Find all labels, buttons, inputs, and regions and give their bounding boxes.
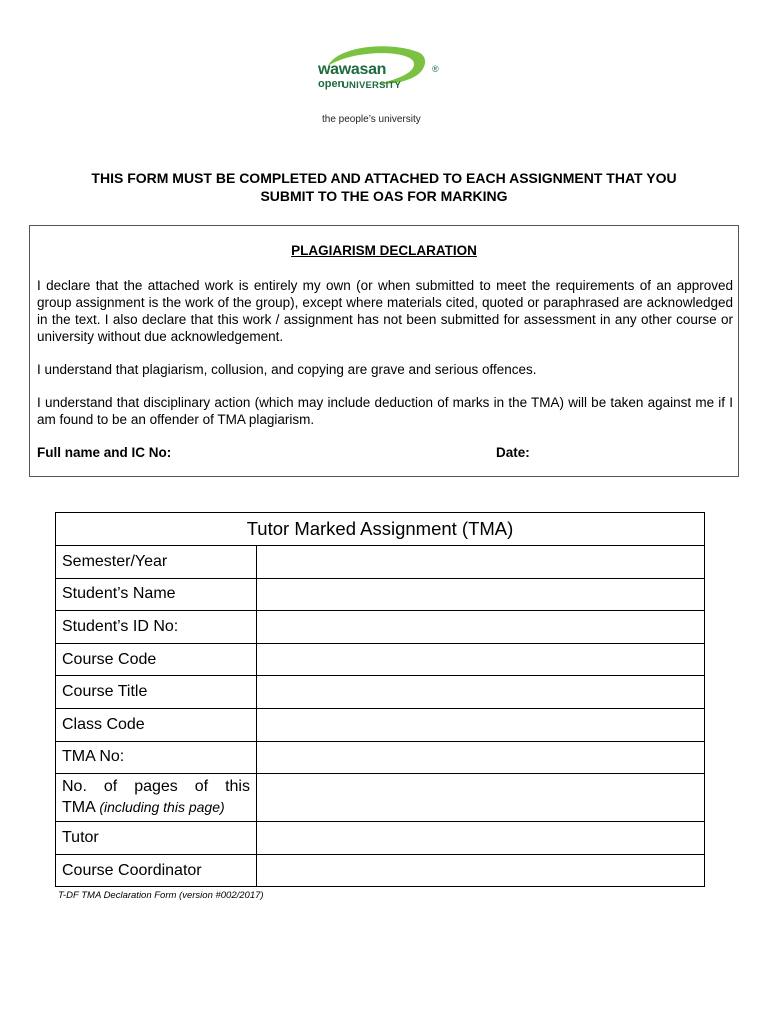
tma-no-field[interactable] — [257, 741, 705, 774]
pages-word-tma: TMA — [62, 799, 95, 817]
logo-wordmark: wawasan — [318, 61, 387, 78]
tma-details-table — [55, 512, 705, 887]
course-coordinator-label: Course Coordinator — [56, 854, 257, 887]
pages-word-of-2: of — [194, 778, 209, 796]
pages-word-no: No. — [62, 778, 87, 796]
class-code-label: Class Code — [56, 708, 257, 741]
form-instruction — [40, 169, 728, 205]
semester-year-label: Semester/Year — [56, 546, 257, 579]
full-name-label: Full name and IC No: — [37, 445, 172, 460]
date-label: Date: — [496, 445, 530, 460]
course-title-field[interactable] — [257, 676, 705, 709]
instruction-line-1: THIS FORM MUST BE COMPLETED AND ATTACHED TO EACH ASSIGNMENT THAT YOU — [91, 170, 677, 186]
tutor-field[interactable] — [257, 822, 705, 855]
logo-open-word: open — [318, 78, 345, 90]
declaration-paragraph-2: I understand that plagiarism, collusion, and copying are grave and serious offences. — [37, 362, 537, 377]
student-name-field[interactable] — [257, 578, 705, 611]
student-id-label: Student’s ID No: — [56, 611, 257, 644]
table-row — [56, 708, 705, 741]
table-row — [56, 546, 705, 579]
course-title-label: Course Title — [56, 676, 257, 709]
table-row — [56, 854, 705, 887]
semester-year-field[interactable] — [257, 546, 705, 579]
table-row — [56, 578, 705, 611]
pages-label-line-1 — [62, 777, 250, 797]
pages-word-this: this — [225, 778, 250, 796]
table-row — [56, 611, 705, 644]
table-header-row — [56, 513, 705, 546]
table-row — [56, 822, 705, 855]
instruction-line-2: SUBMIT TO THE OAS FOR MARKING — [260, 188, 508, 204]
pages-note: (including this page) — [99, 799, 225, 816]
declaration-paragraph-1: I declare that the attached work is entirely my own (or when submitted to meet the requirements of an approved group assignment is the work of the group), except where materials cited, quoted or paraphrased are acknowledged in the text. I also declare that this work / assignment has not been submitted for assessment in any other course or university without due acknowledgement. — [37, 278, 733, 344]
logo-university-word: UNIVERSITY — [342, 80, 402, 91]
pages-word-pages: pages — [134, 778, 178, 796]
pages-label-line-2 — [62, 797, 250, 818]
class-code-field[interactable] — [257, 708, 705, 741]
table-row — [56, 643, 705, 676]
declaration-title: PLAGIARISM DECLARATION — [291, 243, 477, 258]
form-version-footer: T-DF TMA Declaration Form (version #002/2017) — [58, 890, 264, 901]
pages-count-field[interactable] — [257, 774, 705, 822]
tma-table-title: Tutor Marked Assignment (TMA) — [56, 513, 705, 546]
course-coordinator-field[interactable] — [257, 854, 705, 887]
pages-count-label — [56, 774, 257, 822]
declaration-paragraph-3: I understand that disciplinary action (which may include deduction of marks in the TMA) will be taken against me if I am found to be an offender of TMA plagiarism. — [37, 395, 733, 427]
student-id-field[interactable] — [257, 611, 705, 644]
table-row — [56, 676, 705, 709]
table-row — [56, 741, 705, 774]
student-name-label: Student’s Name — [56, 578, 257, 611]
course-code-field[interactable] — [257, 643, 705, 676]
logo-tagline: the people’s university — [322, 114, 421, 125]
plagiarism-declaration-box — [29, 225, 739, 477]
tma-no-label: TMA No: — [56, 741, 257, 774]
course-code-label: Course Code — [56, 643, 257, 676]
university-logo — [314, 42, 442, 130]
registered-mark: ® — [432, 64, 439, 74]
pages-word-of: of — [103, 778, 118, 796]
tutor-label: Tutor — [56, 822, 257, 855]
table-row — [56, 774, 705, 822]
